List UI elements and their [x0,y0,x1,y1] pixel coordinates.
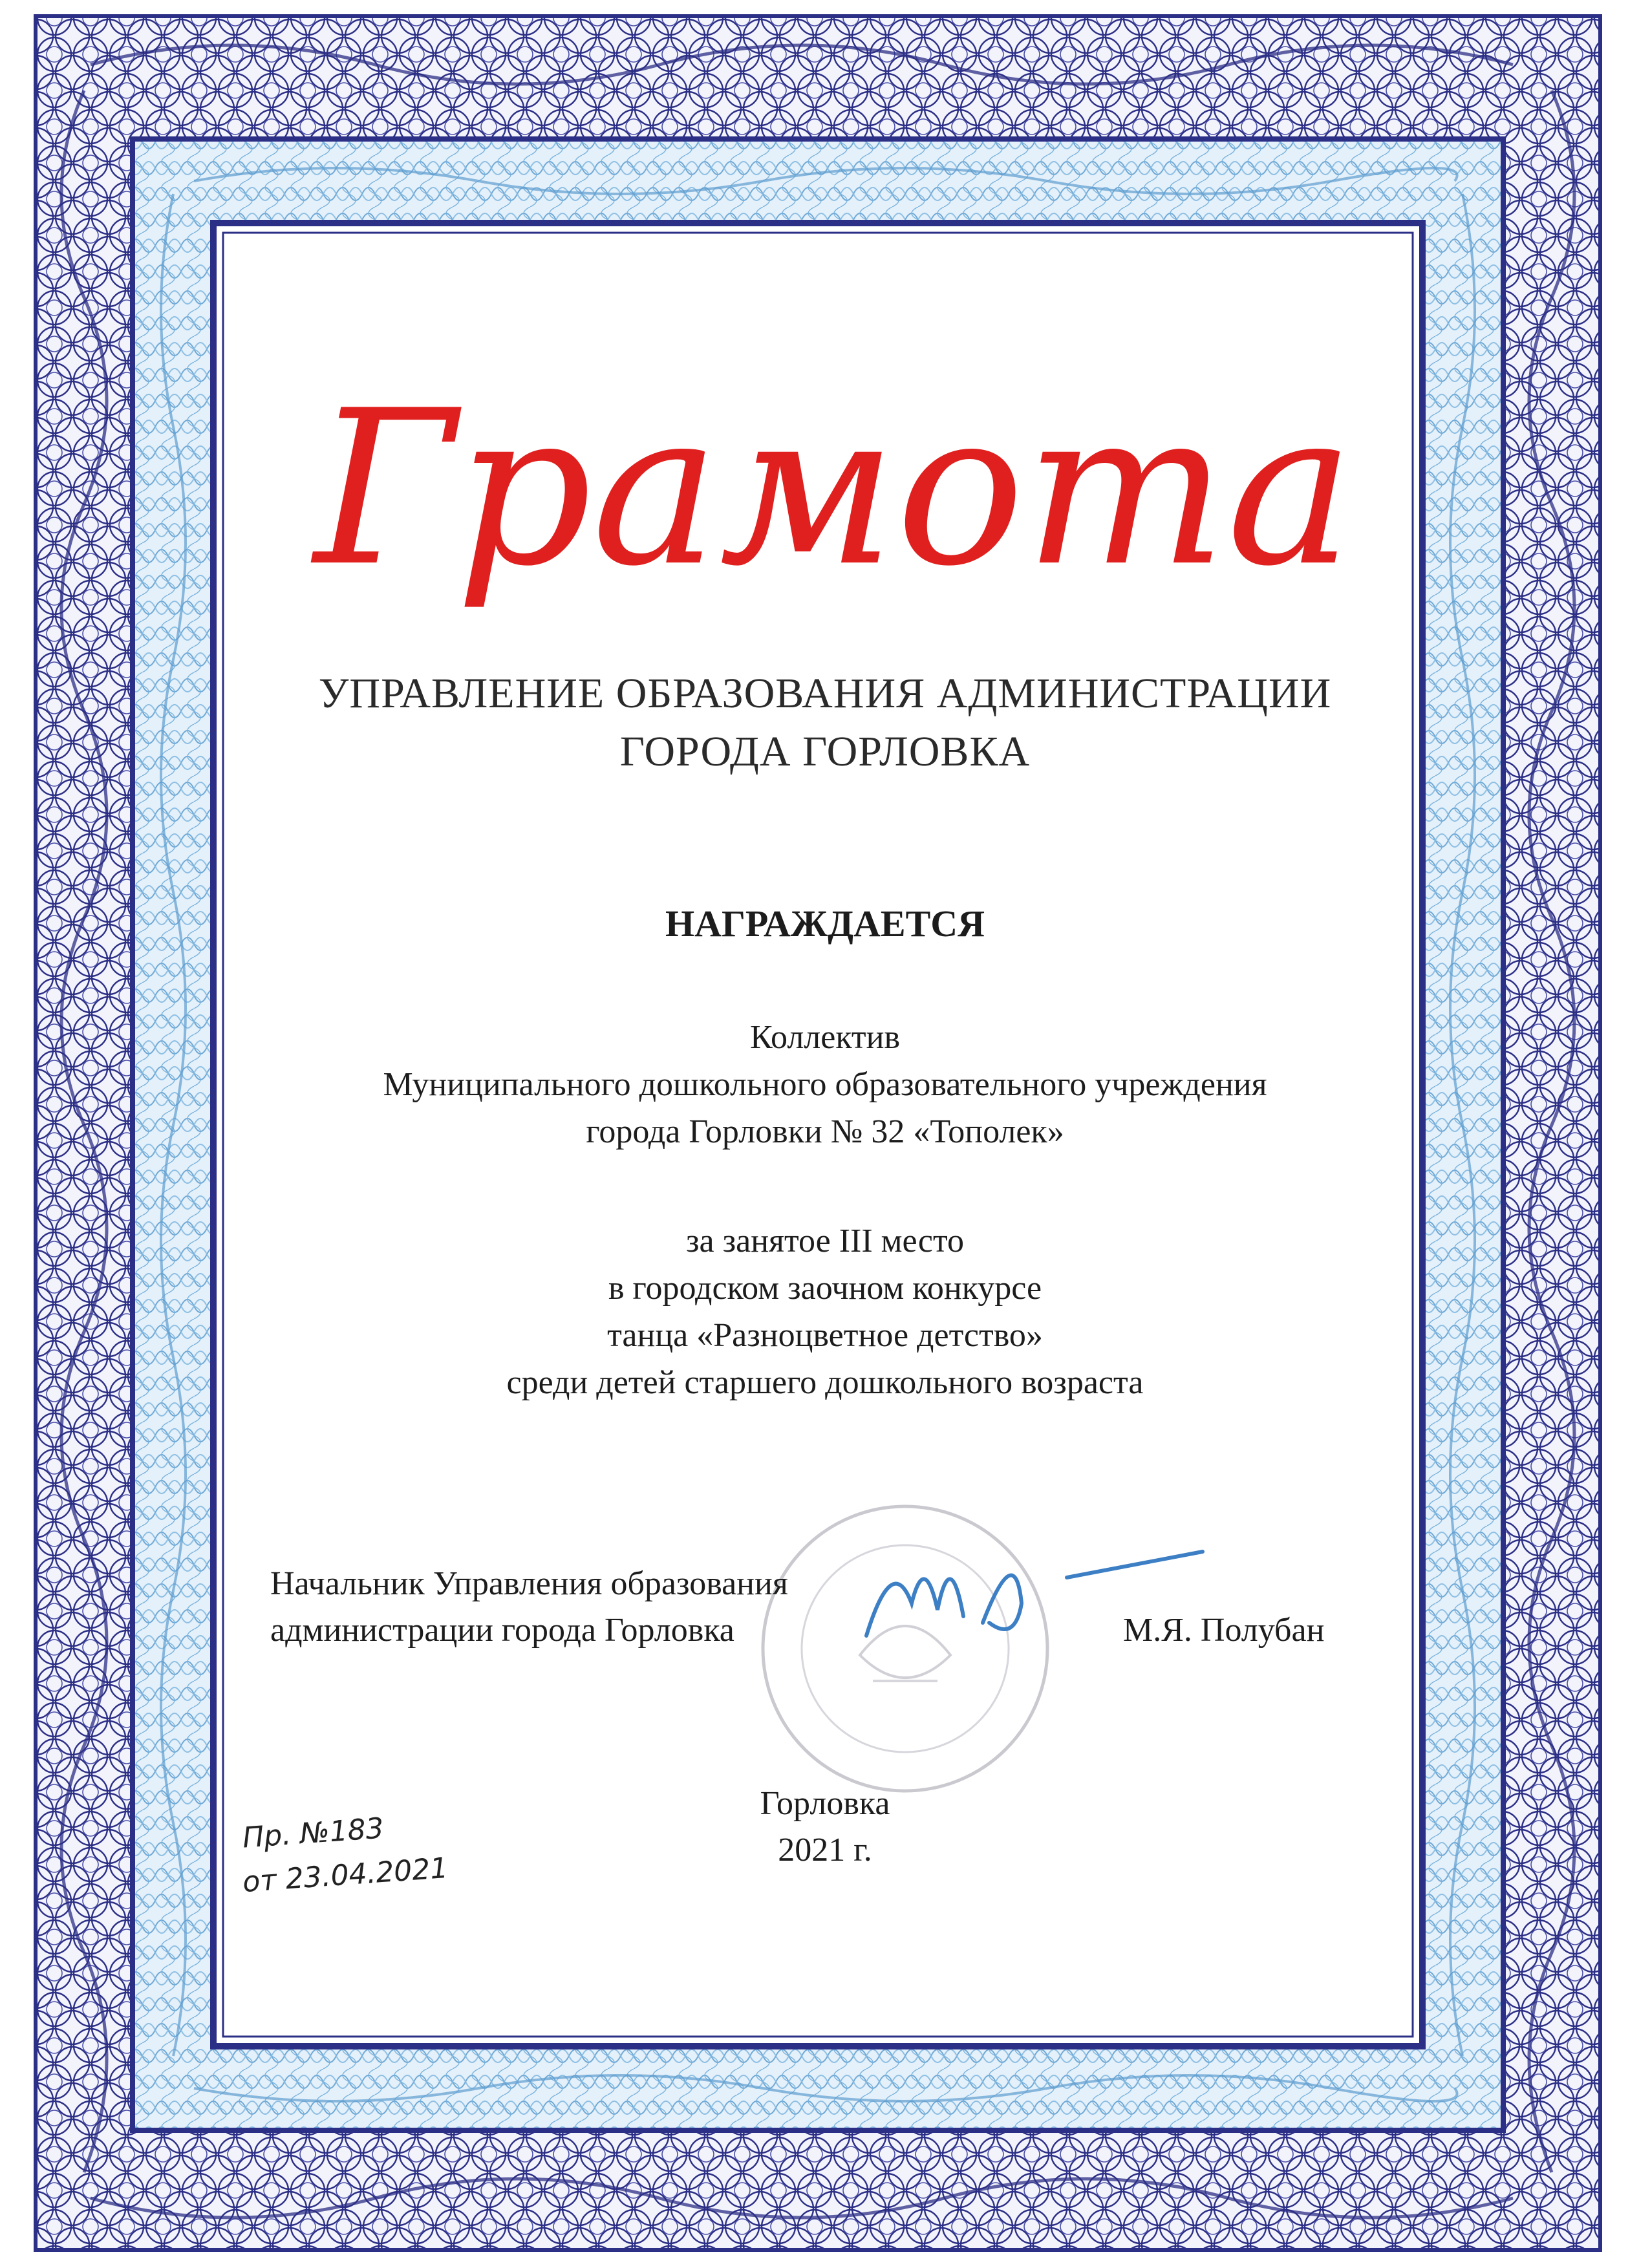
signatory-position-line-2: администрации города Горловка [270,1612,734,1649]
recipient-line-1: Коллектив [749,1019,901,1056]
issue-year: 2021 г. [778,1832,872,1868]
reason-line-2: в городском заочном конкурсе [608,1270,1042,1307]
signatory-position-line-1: Начальник Управления образования [270,1565,788,1602]
issue-place: Горловка [760,1785,890,1822]
certificate-title-text: Грамота [314,365,1355,613]
handwritten-order-number: Пр. №183 [241,1812,385,1855]
issuer-line-1: УПРАВЛЕНИЕ ОБРАЗОВАНИЯ АДМИНИСТРАЦИИ [318,670,1332,717]
certificate-title [314,304,1355,666]
award-heading: НАГРАЖДАЕТСЯ [665,903,985,945]
reason-line-4: среди детей старшего дошкольного возраста [506,1364,1144,1401]
handwritten-order-date: от 23.04.2021 [241,1851,449,1899]
issuer-line-2: ГОРОДА ГОРЛОВКА [619,728,1031,775]
signatory-name: М.Я. Полубан [1123,1612,1325,1649]
reason-line-1: за занятое III место [685,1223,965,1259]
recipient-line-2: Муниципального дошкольного образовательного учреждения [383,1066,1267,1103]
reason-line-3: танца «Разноцветное детство» [607,1317,1043,1354]
recipient-line-3: города Горловки № 32 «Тополек» [586,1113,1064,1150]
